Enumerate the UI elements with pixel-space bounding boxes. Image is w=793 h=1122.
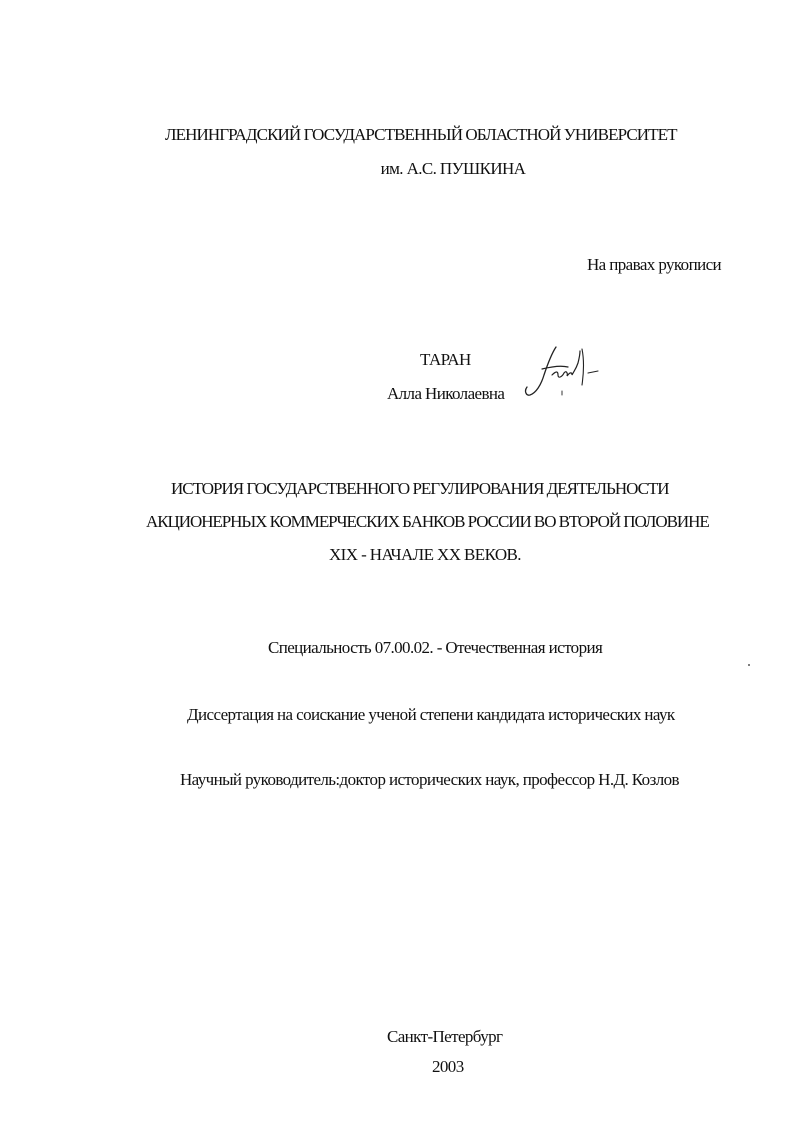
author-surname: ТАРАН xyxy=(420,350,471,369)
supervisor-line: Научный руководитель:доктор исторических наук, профессор Н.Д. Козлов xyxy=(180,770,679,789)
handwritten-signature xyxy=(522,341,602,407)
university-name: ЛЕНИНГРАДСКИЙ ГОСУДАРСТВЕННЫЙ ОБЛАСТНОЙ УНИВЕРСИТЕТ xyxy=(165,125,677,144)
author-name: Алла Николаевна xyxy=(387,384,505,403)
degree-line: Диссертация на соискание ученой степени кандидата исторических наук xyxy=(187,705,675,724)
dissertation-title-line-1: ИСТОРИЯ ГОСУДАРСТВЕННОГО РЕГУЛИРОВАНИЯ ДЕЯТЕЛЬНОСТИ xyxy=(171,479,669,498)
university-subtitle: им. А.С. ПУШКИНА xyxy=(380,159,526,178)
dissertation-title-line-3: XIX - НАЧАЛЕ XX ВЕКОВ. xyxy=(329,545,521,564)
dissertation-title-line-2: АКЦИОНЕРНЫХ КОММЕРЧЕСКИХ БАНКОВ РОССИИ ВО ВТОРОЙ ПОЛОВИНЕ xyxy=(146,512,709,531)
specialty-line: Специальность 07.00.02. - Отечественная история xyxy=(268,638,603,657)
scan-speck xyxy=(748,664,750,666)
year: 2003 xyxy=(432,1057,464,1076)
city: Санкт-Петербург xyxy=(387,1027,503,1046)
manuscript-rights-note: На правах рукописи xyxy=(587,255,722,274)
